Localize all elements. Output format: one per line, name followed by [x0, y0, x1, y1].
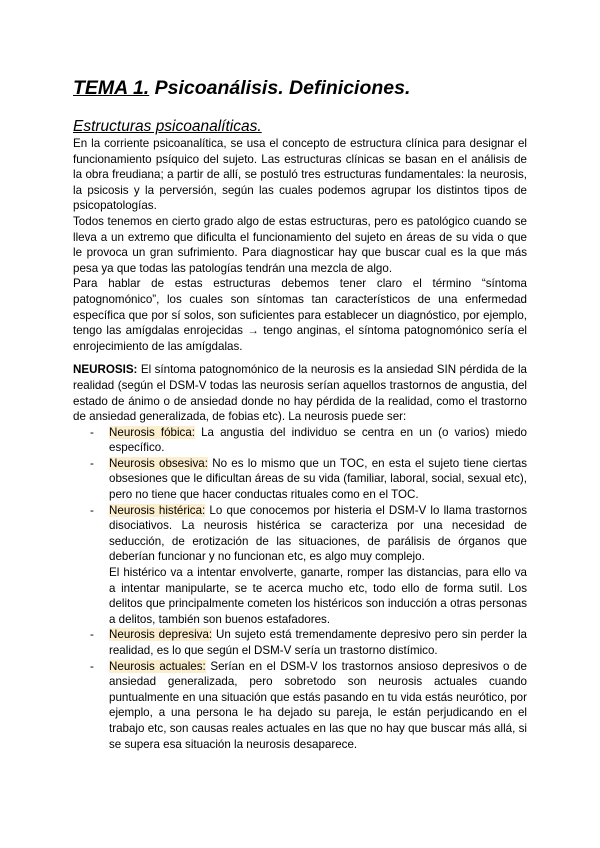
document-page	[73, 76, 527, 752]
paragraph-structures: En la corriente psicoanalítica, se usa el concepto de estructura clínica para designar el funcionamiento psíquico del sujeto. Las estructuras clínicas se basan en el análisis de la obra freudiana; a partir de allí, se postuló tres estructuras fundamentales: la neurosis, la psicosis y la perversión, según las cuales podemos agrupar los distintos tipos de psicopatologías.	[73, 137, 527, 213]
list-item-histerica	[73, 503, 527, 628]
page-title	[73, 76, 527, 100]
title-prefix: TEMA 1.	[73, 77, 150, 99]
neurosis-intro: El síntoma patognomónico de la neurosis es la ansiedad SIN pérdida de la realidad (según el DSM-V todas las neurosis serían aquellos trastornos de angustia, del estado de ánimo o de ansiedad donde no hay pérdida de la realidad, como el trastorno de ansiedad generalizada, de fobias etc). La neurosis puede ser:	[73, 363, 527, 424]
text-histerica-extra: El histérico va a intentar envolverte, ganarte, romper las distancias, para ello va a intentar manipularte, se te acerca mucho etc, todo ello de forma sutil. Los delitos que principalmente cometen los histéricos son inducción a otras personas a delitos, también son buenos estafadores.	[109, 566, 527, 626]
list-dash: -	[90, 503, 94, 517]
term-histerica: Neurosis histérica:	[109, 503, 206, 517]
text-obsesiva: No es lo mismo que un TOC, en esta el sujeto tiene ciertas obsesiones que le dificultan áreas de su vida (familiar, laboral, social, sexual etc), pero no tiene que hacer conductas rituales como en el TOC.	[109, 456, 528, 502]
list-dash: -	[90, 456, 94, 470]
text-actuales: Serían en el DSM-V los trastornos ansioso depresivos o de ansiedad generalizada, pero sobretodo son neurosis actuales cuando puntualmente en una situación que estás pasando en tu vida estás neurótico, por ejemplo, a una persona le ha dejado su pareja, le están perjudicando en el trabajo etc, son causas reales actuales en las que no hay que buscar más allá, si se supera esa situación la neurosis desaparece.	[109, 659, 528, 751]
term-depresiva: Neurosis depresiva:	[109, 628, 213, 642]
list-dash: -	[90, 628, 94, 642]
paragraph-symptom: Para hablar de estas estructuras debemos tener claro el término “síntoma patognomónico”, los cuales son síntomas tan característicos de una enfermedad específica que por sí solos, son suficientes para establecer un diagnóstico, por ejemplo, tengo las amígdalas enrojecidas → tengo anginas, el síntoma patognomónico sería el enrojecimiento de las amígdalas.	[73, 277, 527, 353]
list-dash: -	[90, 425, 94, 439]
text-histerica: Lo que conocemos por histeria el DSM-V lo llama trastornos disociativos. La neurosis histérica se caracteriza por una necesidad de seducción, de erotización de las situaciones, de parálisis de órganos que deberían funcionar y no funcionan etc, es algo muy complejo.	[109, 503, 527, 564]
text-fobica: La angustia del individuo se centra en un (o varios) miedo específico.	[109, 425, 527, 455]
term-obsesiva: Neurosis obsesiva:	[109, 456, 208, 470]
term-fobica: Neurosis fóbica:	[109, 425, 196, 439]
neurosis-types-list	[73, 425, 527, 752]
list-item-actuales	[73, 659, 527, 753]
list-item-depresiva	[73, 627, 527, 658]
list-item-obsesiva	[73, 456, 527, 503]
term-actuales: Neurosis actuales:	[109, 659, 206, 673]
neurosis-label: NEUROSIS:	[73, 363, 138, 377]
section-heading: Estructuras psicoanalíticas.	[73, 118, 262, 135]
text-depresiva: Un sujeto está tremendamente depresivo pero sin perder la realidad, es lo que según el DSM-V sería un trastorno distímico.	[109, 628, 527, 657]
title-text: Psicoanálisis. Definiciones.	[149, 77, 411, 99]
paragraph-neurosis	[73, 362, 527, 424]
list-dash: -	[90, 659, 94, 673]
list-item-fobica	[73, 425, 527, 456]
paragraph-degrees: Todos tenemos en cierto grado algo de estas estructuras, pero es patológico cuando se lleva a un extremo que dificulta el funcionamiento del sujeto en áreas de su vida o que le provoca un gran sufrimiento. Para diagnosticar hay que buscar cual es la que más pesa ya que todas las patologías tendrán una mezcla de algo.	[73, 214, 527, 275]
